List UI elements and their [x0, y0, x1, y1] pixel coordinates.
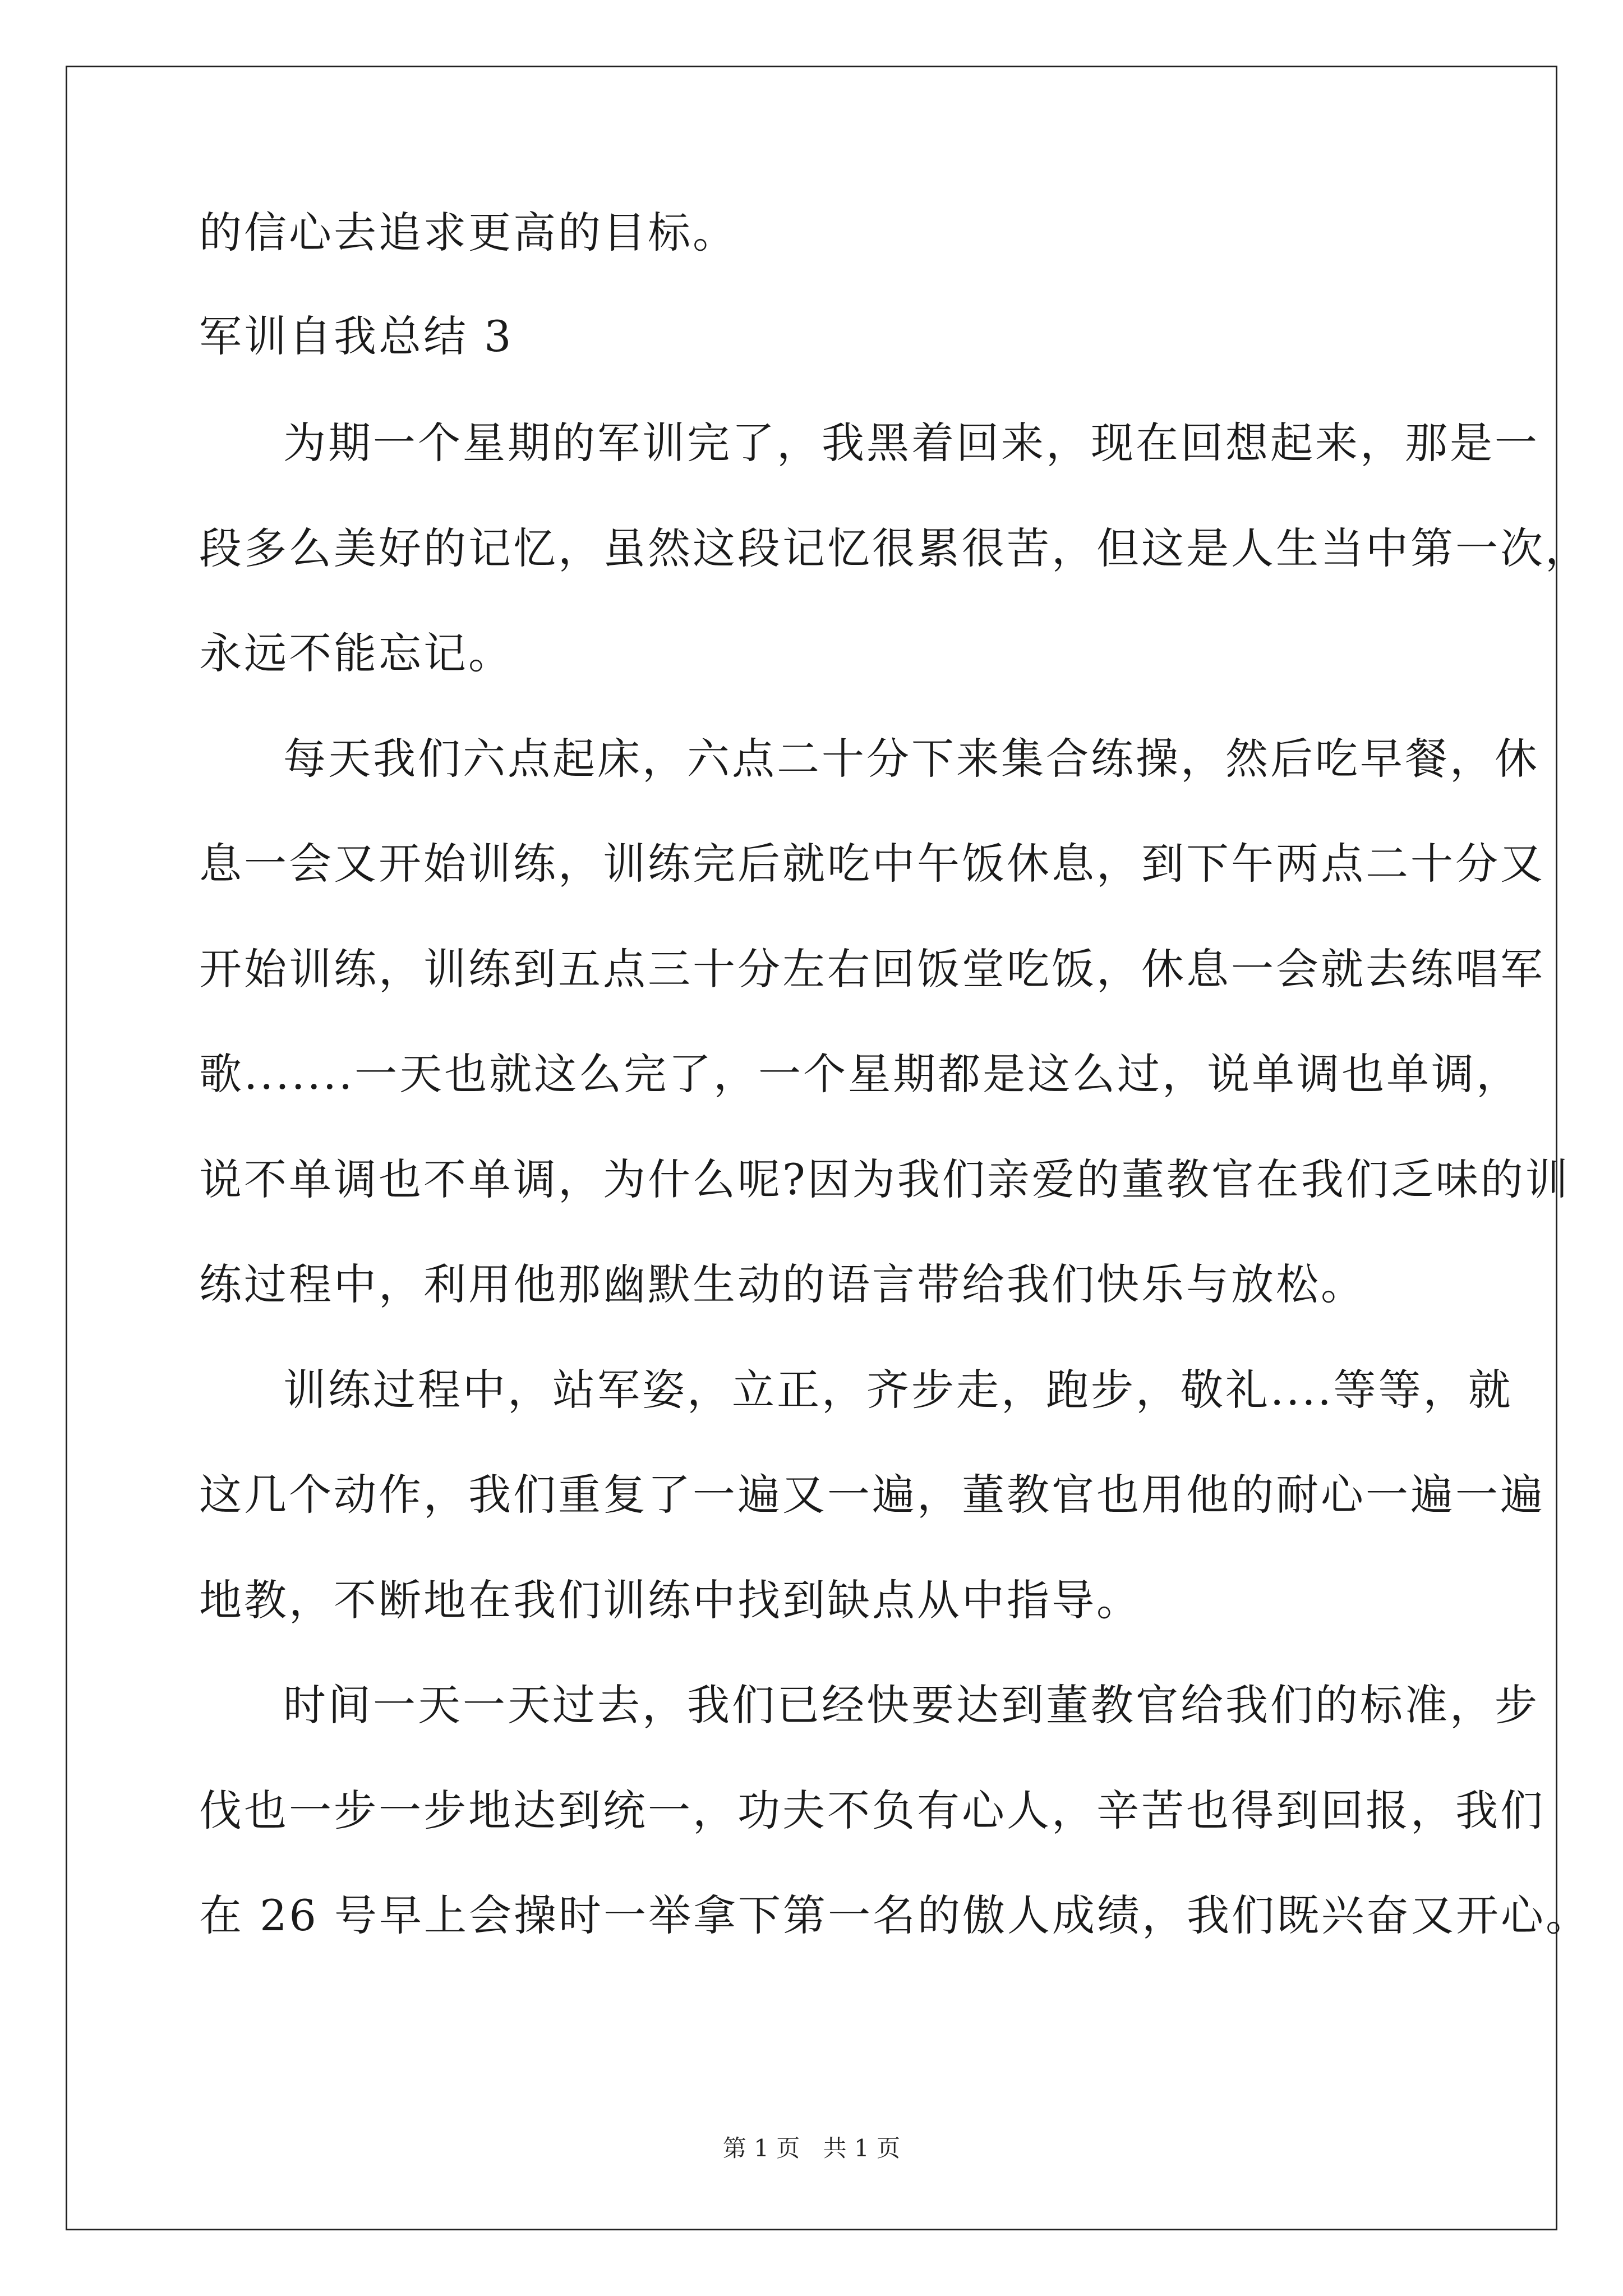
page-footer [0, 2132, 1623, 2165]
text-line: 段多么美好的记忆，虽然这段记忆很累很苦，但这是人生当中第一次， [199, 523, 1590, 573]
text-line: 时间一天一天过去，我们已经快要达到董教官给我们的标准，步 [283, 1680, 1539, 1730]
section-heading: 军训自我总结 3 [199, 311, 514, 361]
text-line: 开始训练，训练到五点三十分左右回饭堂吃饭，休息一会就去练唱军 [199, 944, 1545, 994]
text-line: 伐也一步一步地达到统一，功夫不负有心人，辛苦也得到回报，我们 [199, 1786, 1545, 1835]
text-line: 在 26 号早上会操时一举拿下第一名的傲人成绩，我们既兴奋又开心。 [199, 1890, 1591, 1940]
text-line: 训练过程中，站军姿，立正，齐步走，跑步，敬礼....等等，就 [283, 1365, 1513, 1415]
text-line: 的信心去追求更高的目标。 [199, 208, 737, 257]
page-total: 共 1 页 [823, 2134, 901, 2162]
text-line: 为期一个星期的军训完了，我黑着回来，现在回想起来，那是一 [283, 418, 1539, 468]
text-line: 练过程中，利用他那幽默生动的语言带给我们快乐与放松。 [199, 1259, 1366, 1309]
text-line: 地教，不断地在我们训练中找到缺点从中指导。 [199, 1575, 1141, 1625]
text-line: 每天我们六点起床，六点二十分下来集合练操，然后吃早餐，休 [283, 734, 1539, 784]
page-number: 第 1 页 [722, 2134, 800, 2162]
text-line: 息一会又开始训练，训练完后就吃中午饭休息，到下午两点二十分又 [199, 839, 1545, 889]
text-line: 这几个动作，我们重复了一遍又一遍，董教官也用他的耐心一遍一遍 [199, 1470, 1545, 1520]
text-line: 永远不能忘记。 [199, 628, 513, 678]
text-line: 说不单调也不单调，为什么呢?因为我们亲爱的董教官在我们乏味的训 [199, 1154, 1570, 1204]
text-line: 歌.......一天也就这么完了，一个星期都是这么过，说单调也单调， [199, 1049, 1521, 1099]
